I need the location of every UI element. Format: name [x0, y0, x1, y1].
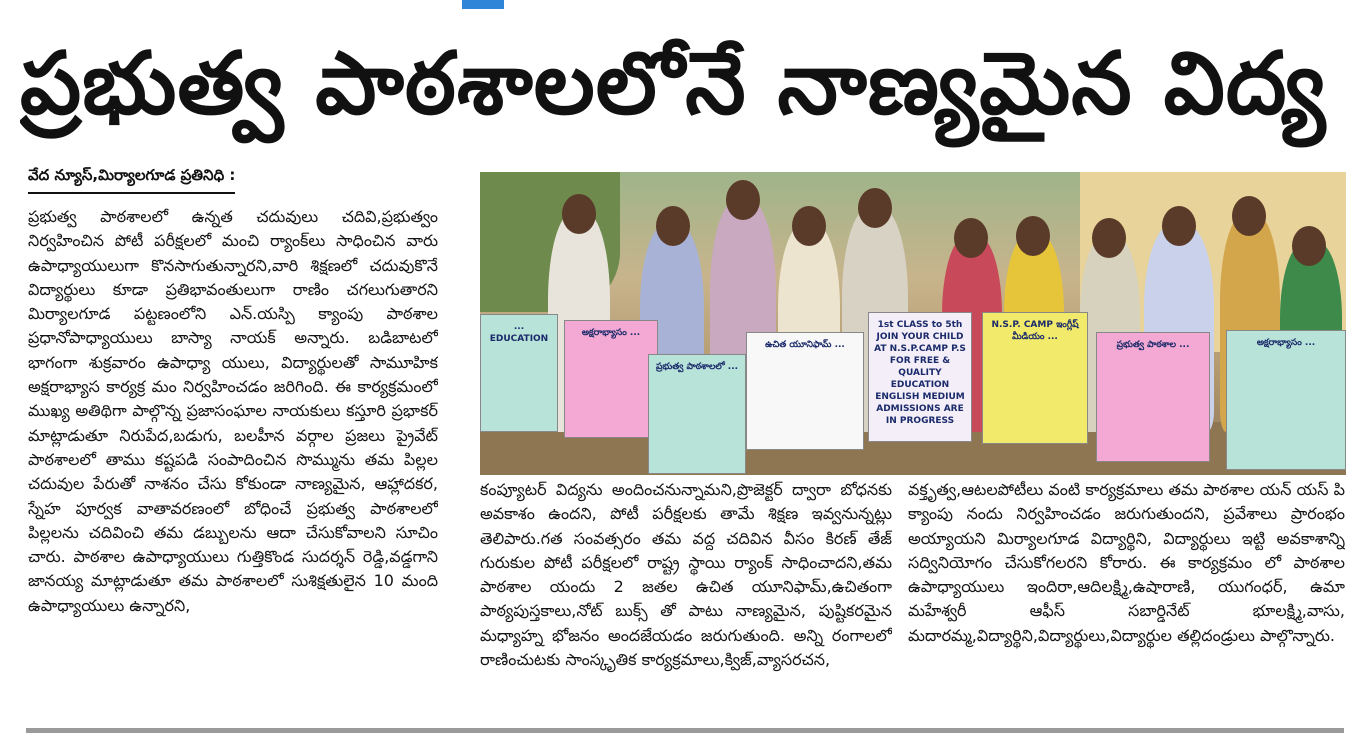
photo-head	[1232, 196, 1266, 236]
placard: ప్రభుత్వ పాఠశాల ...	[1096, 332, 1210, 462]
article-column-2	[480, 478, 892, 714]
article-column-3	[908, 478, 1345, 714]
news-photo	[480, 172, 1346, 475]
photo-head	[562, 194, 596, 234]
article-text-col2: కంప్యూటర్ విద్యను అందించనున్నామని,ప్రొజెక్టర్ ద్వారా బోధనకు అవకాశం ఉందని, పోటీ పరీక్షలకు తామే శిక్షణ ఇవ్వనున్నట్లు తెలిపారు.గత సంవత్సరం తమ వద్ద చదివిన వీసం కిరణ్ తేజ్ గురుకుల పోటీ పరీక్షలలో రాష్ట్ర స్థాయి ర్యాంక్ సాధించాదని,తమ పాఠశాల యందు 2 జతల ఉచిత యూనిఫామ్,ఉచితంగా పాఠ్యపుస్తకాలు,నోట్ బుక్స్ తో పాటు నాణ్యమైన, పుష్టికరమైన మధ్యాహ్న భోజనం అందజేయడం జరుగుతుంది. అన్ని రంగాలలో రాణించుటకు సాంస్కృతిక కార్యక్రమాలు,క్విజ్,వ్యాసరచన,	[480, 480, 892, 670]
photo-head	[792, 206, 826, 246]
photo-head	[1016, 216, 1050, 256]
photo-head	[1092, 218, 1126, 258]
headline: ప్రభుత్వ పాఠశాలలోనే నాణ్యమైన విద్య	[20, 34, 1327, 134]
placard: అక్షరాభ్యాసం ...	[1226, 330, 1346, 470]
placard: N.S.P. CAMP ఇంగ్లీష్ మీడియం ...	[982, 312, 1088, 444]
bottom-rule	[26, 728, 1344, 733]
blue-header-tab	[462, 0, 504, 9]
photo-head	[726, 180, 760, 220]
photo-head	[656, 206, 690, 246]
photo-head	[1292, 226, 1326, 266]
placard: ... EDUCATION	[480, 314, 558, 432]
byline: వేద న్యూస్,మిర్యాలగూడ ప్రతినిధి :	[28, 166, 235, 194]
photo-head	[954, 218, 988, 258]
placard: ఉచిత యూనిఫామ్ ...	[746, 332, 864, 450]
placard: 1st CLASS to 5th JOIN YOUR CHILD AT N.S.P.CAMP P.S FOR FREE & QUALITY EDUCATION ENGLISH MEDIUM ADMISSIONS ARE IN PROGRESS	[868, 312, 972, 442]
article-text-col3: వక్తృత్వ,ఆటలపోటీలు వంటి కార్యక్రమాలు తమ పాఠశాల యన్ యస్ పి క్యాంపు నందు నిర్వహించడం జరుగుతుందని, ప్రవేశాలు ప్రారంభం అయ్యాయని మిర్యాలగూడ విద్యార్థిని, విద్యార్థులు ఇట్టి అవకాశాన్ని సద్వినియోగం చేసుకోగలరని కోరారు. ఈ కార్యక్రమం లో పాఠశాల ఉపాధ్యాయులు ఇందిరా,ఆదిలక్ష్మి,ఉషారాణి, యుగంధర్, ఉమా మహేశ్వరీ ఆఫీస్ సబార్డినేట్ భూలక్ష్మి,వాసు, మదారమ్మ,విద్యార్థిని,విద్యార్థులు,విద్యార్థుల తల్లిదండ్రులు పాల్గొన్నారు.	[908, 480, 1345, 645]
photo-head	[858, 188, 892, 228]
placard: అక్షరాభ్యాసం ...	[564, 320, 658, 438]
placard: ప్రభుత్వ పాఠశాలలో ...	[648, 354, 746, 474]
photo-head	[1162, 206, 1196, 246]
article-text-col1: ప్రభుత్వ పాఠశాలలో ఉన్నత చదువులు చదివి,ప్రభుత్వం నిర్వహించిన పోటీ పరీక్షలలో మంచి ర్యాంక్‌లు సాధించిన వారు ఉపాధ్యాయులుగా కొనసాగుతున్నారని,వారి శిక్షణలో చదువుకొనే విద్యార్థులు కూడా ప్రతిభావంతులుగా రాణిం చగలుగుతారని మిర్యాలగూడ పట్టణంలోని ఎన్.యస్పి క్యాంపు పాఠశాల ప్రధానోపాధ్యాయులు బాస్యా నాయక్ అన్నారు. బడిబాటలో భాగంగా శుక్రవారం ఉపాధ్యా యులు, విద్యార్థులతో సామూహిక అక్షరాభ్యాస కార్యక్ర మం నిర్వహించడం జరిగింది. ఈ కార్యక్రమంలో ముఖ్య అతిథిగా పాల్గొన్న ప్రజాసంఘాల నాయకులు కస్తూరి ప్రభాకర్ మాట్లాడుతూ నిరుపేద,బడుగు, బలహీన వర్గాల ప్రజలు ప్రైవేట్ పాఠశాలలో తాము కష్టపడి సంపాదించిన సొమ్మును తమ పిల్లల చదువుల పేరుతో నాశనం చేసు కోకుండా నాణ్యమైన, ఆహ్లాదకర, స్నేహ పూర్వక వాతావరణంలో బోధించే ప్రభుత్వ పాఠశాలలో పిల్లలను చదివించి తమ డబ్బులను ఆదా చేసుకోవాలని సూచిం చారు. పాఠశాల ఉపాధ్యాయులు గుత్తికొండ సుదర్శన్ రెడ్డి,వడ్డగాని జానయ్య మాట్లాడుతూ తమ పాఠశాలలో సుశిక్షతులైన 10 మంది ఉపాధ్యాయులు ఉన్నారని,	[28, 207, 438, 615]
article-column-1	[28, 205, 438, 707]
